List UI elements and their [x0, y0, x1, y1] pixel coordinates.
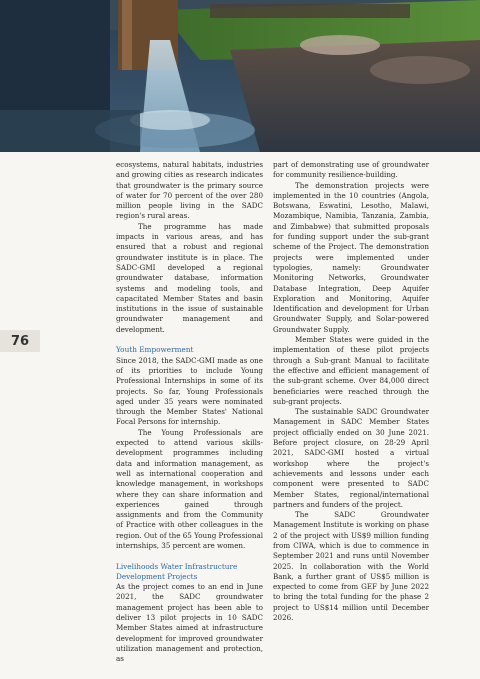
paragraph: The programme has made impacts in various areas, and has ensured that a robust and regional groundwater institute is in place. The SADC-GMI developed a regional groundwater database, information systems and modeling tools, and capacitated Member States and basin institutions in the issue of sustainable groundwater management and development. — [116, 221, 263, 334]
page-number-tab — [0, 330, 40, 352]
section-heading-youth-empowerment: Youth Empowerment — [116, 345, 194, 355]
paragraph: Member States were guided in the implementation of these pilot projects through a Sub-grant Manual to facilitate the effective and efficient management of the sub-grant scheme. Over 84,000 direct beneficiaries were reached through the sub-grant projects. — [273, 335, 429, 406]
paragraph: Since 2018, the SADC-GMI made as one of its priorities to include Young Professional Internships in some of its projects. So far, Young Professionals aged under 35 years were nominated through the Member States' National Focal Persons for internship. — [116, 355, 263, 427]
paragraph: part of demonstrating use of groundwater for community resilience-building. — [273, 160, 429, 180]
section-heading-livelihoods: Livelihoods Water Infrastructure Development Projects — [116, 561, 238, 581]
paragraph: The sustainable SADC Groundwater Management in SADC Member States project officially ended on 30 June 2021. Before project closure, on 28-29 April 2021, SADC-GMI hosted a virtual workshop where the project's achievements and lessons under each component were presented to SADC Member States, regional/international partners and funders of the project. — [273, 407, 429, 509]
paragraph: As the project comes to an end in June 2021, the SADC groundwater management project has been able to deliver 13 pilot projects in 10 SADC Member States aimed at infrastructure development for improved groundwater utilization management and protection, as — [116, 582, 263, 664]
page-number: 76 — [10, 333, 30, 349]
paragraph: The demonstration projects were implemented in the 10 countries (Angola, Botswana, Eswatini, Lesotho, Malawi, Mozambique, Namibia, Tanzania, Zambia, and Zimbabwe) that submitted proposals for funding support under the sub-grant scheme of the Project. The demonstration projects were implemented under typologies, namely: Groundwater Monitoring Networks, Groundwater Database Integration, Deep Aquifer Exploration and Monitoring, Aquifer Identification and development for Urban Groundwater Supply, and Solar-powered Groundwater Supply. — [273, 180, 429, 334]
right-text-column — [273, 160, 429, 623]
paragraph: The Young Professionals are expected to attend various skills-development programmes including data and information management, as well as international cooperation and knowledge management, in workshops where they can share information and experiences gained through assignments and from the Community of Practice with other colleagues in the region. Out of the 65 Young Professional internships, 35 percent are women. — [116, 427, 263, 550]
left-text-column — [116, 160, 263, 665]
paragraph: ecosystems, natural habitats, industries and growing cities as research indicates that groundwater is the primary source of water for 70 percent of the over 280 million people living in the SADC region's rural areas. — [116, 160, 263, 221]
header-photo-water-outflow — [0, 0, 480, 152]
paragraph: The SADC Groundwater Management Institute is working on phase 2 of the project with US$9 million funding from CIWA, which is due to commence in September 2021 and runs until November 2025. In collaboration with the World Bank, a further grant of US$5 million is expected to come from GEF by June 2022 to bring the total funding for the phase 2 project to US$14 million until December 2026. — [273, 510, 429, 623]
